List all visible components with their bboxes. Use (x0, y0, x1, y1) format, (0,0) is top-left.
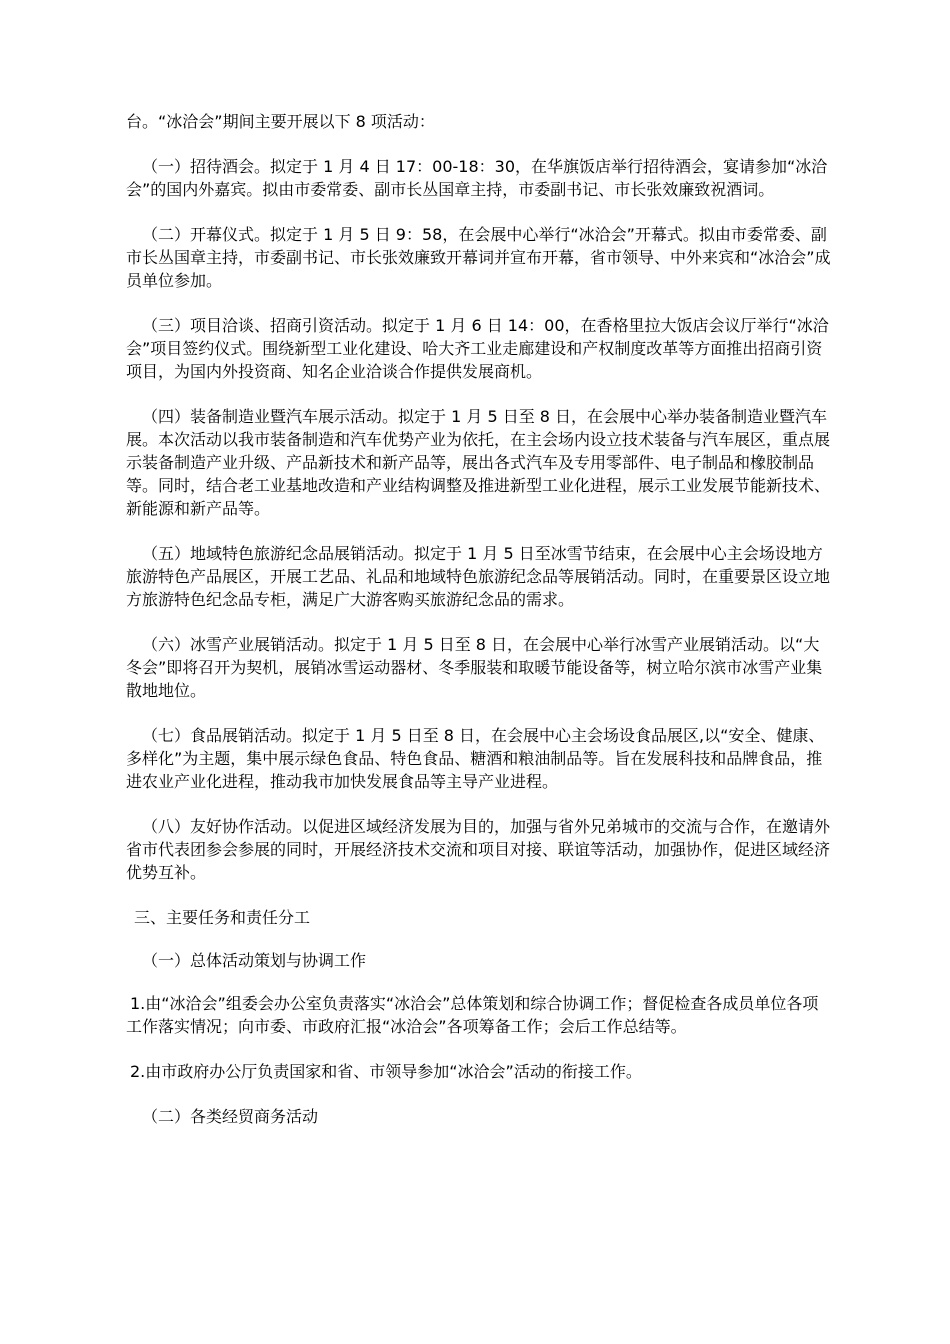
paragraph-item-3-investment: （三）项目洽谈、招商引资活动。拟定于 1 月 6 日 14：00，在香格里拉大饭店会议厅举行“冰洽会”项目签约仪式。围绕新型工业化建设、哈大齐工业走廊建设和产权制度改革等方面推出招商引资项目，为国内外投资商、知名企业洽谈合作提供发展商机。 (126, 316, 829, 381)
paragraph-item-4-equipment: （四）装备制造业暨汽车展示活动。拟定于 1 月 5 日至 8 日，在会展中心举办装备制造业暨汽车展。本次活动以我市装备制造和汽车优势产业为依托，在主会场内设立技术装备与汽车展区，重点展示装备制造产业升级、产品新技术和新产品等，展出各式汽车及专用零部件、电子制品和橡胶制品等。同时，结合老工业基地改造和产业结构调整及推进新型工业化进程，展示工业发展节能新技术、新能源和新产品等。 (126, 407, 831, 518)
paragraph-item-8-cooperation: （八）友好协作活动。以促进区域经济发展为目的，加强与省外兄弟城市的交流与合作，在邀请外省市代表团参会参展的同时，开展经济技术交流和项目对接、联谊等活动，加强协作，促进区域经济优势互补。 (126, 817, 831, 882)
paragraph-task-2: 2.由市政府办公厅负责国家和省、市领导参加“冰洽会”活动的衔接工作。 (130, 1062, 642, 1081)
paragraph-intro: 台。“冰洽会”期间主要开展以下 8 项活动： (126, 112, 435, 131)
document-body (126, 110, 834, 1150)
paragraph-item-1-reception: （一）招待酒会。拟定于 1 月 4 日 17：00-18：30，在华旗饭店举行招待酒会，宴请参加“冰洽会”的国内外嘉宾。拟由市委常委、副市长丛国章主持，市委副书记、市长张效廉致祝酒词。 (126, 157, 828, 199)
subheading-trade-activities: （二）各类经贸商务活动 (142, 1107, 319, 1126)
subheading-overall-planning: （一）总体活动策划与协调工作 (142, 951, 367, 970)
section-heading-tasks: 三、主要任务和责任分工 (134, 908, 311, 927)
paragraph-task-1: 1.由“冰洽会”组委会办公室负责落实“冰洽会”总体策划和综合协调工作；督促检查各成员单位各项工作落实情况；向市委、市政府汇报“冰洽会”各项筹备工作；会后工作总结等。 (126, 994, 819, 1036)
paragraph-item-7-food: （七）食品展销活动。拟定于 1 月 5 日至 8 日，在会展中心主会场设食品展区,以“安全、健康、多样化”为主题，集中展示绿色食品、特色食品、糖酒和粮油制品等。旨在发展科技和品牌食品，推进农业产业化进程，推动我市加快发展食品等主导产业进程。 (126, 726, 825, 791)
paragraph-item-2-opening: （二）开幕仪式。拟定于 1 月 5 日 9：58，在会展中心举行“冰洽会”开幕式。拟由市委常委、副市长丛国章主持，市委副书记、市长张效廉致开幕词并宣布开幕，省市领导、中外来宾和“冰洽会”成员单位参加。 (126, 225, 831, 290)
paragraph-item-6-ice-snow: （六）冰雪产业展销活动。拟定于 1 月 5 日至 8 日，在会展中心举行冰雪产业展销活动。以“大冬会”即将召开为契机，展销冰雪运动器材、冬季服装和取暖节能设备等，树立哈尔滨市冰雪产业集散地地位。 (126, 635, 823, 700)
paragraph-item-5-souvenirs: （五）地域特色旅游纪念品展销活动。拟定于 1 月 5 日至冰雪节结束，在会展中心主会场设地方旅游特色产品展区，开展工艺品、礼品和地域特色旅游纪念品等展销活动。同时，在重要景区设立地方旅游特色纪念品专柜，满足广大游客购买旅游纪念品的需求。 (126, 544, 831, 609)
